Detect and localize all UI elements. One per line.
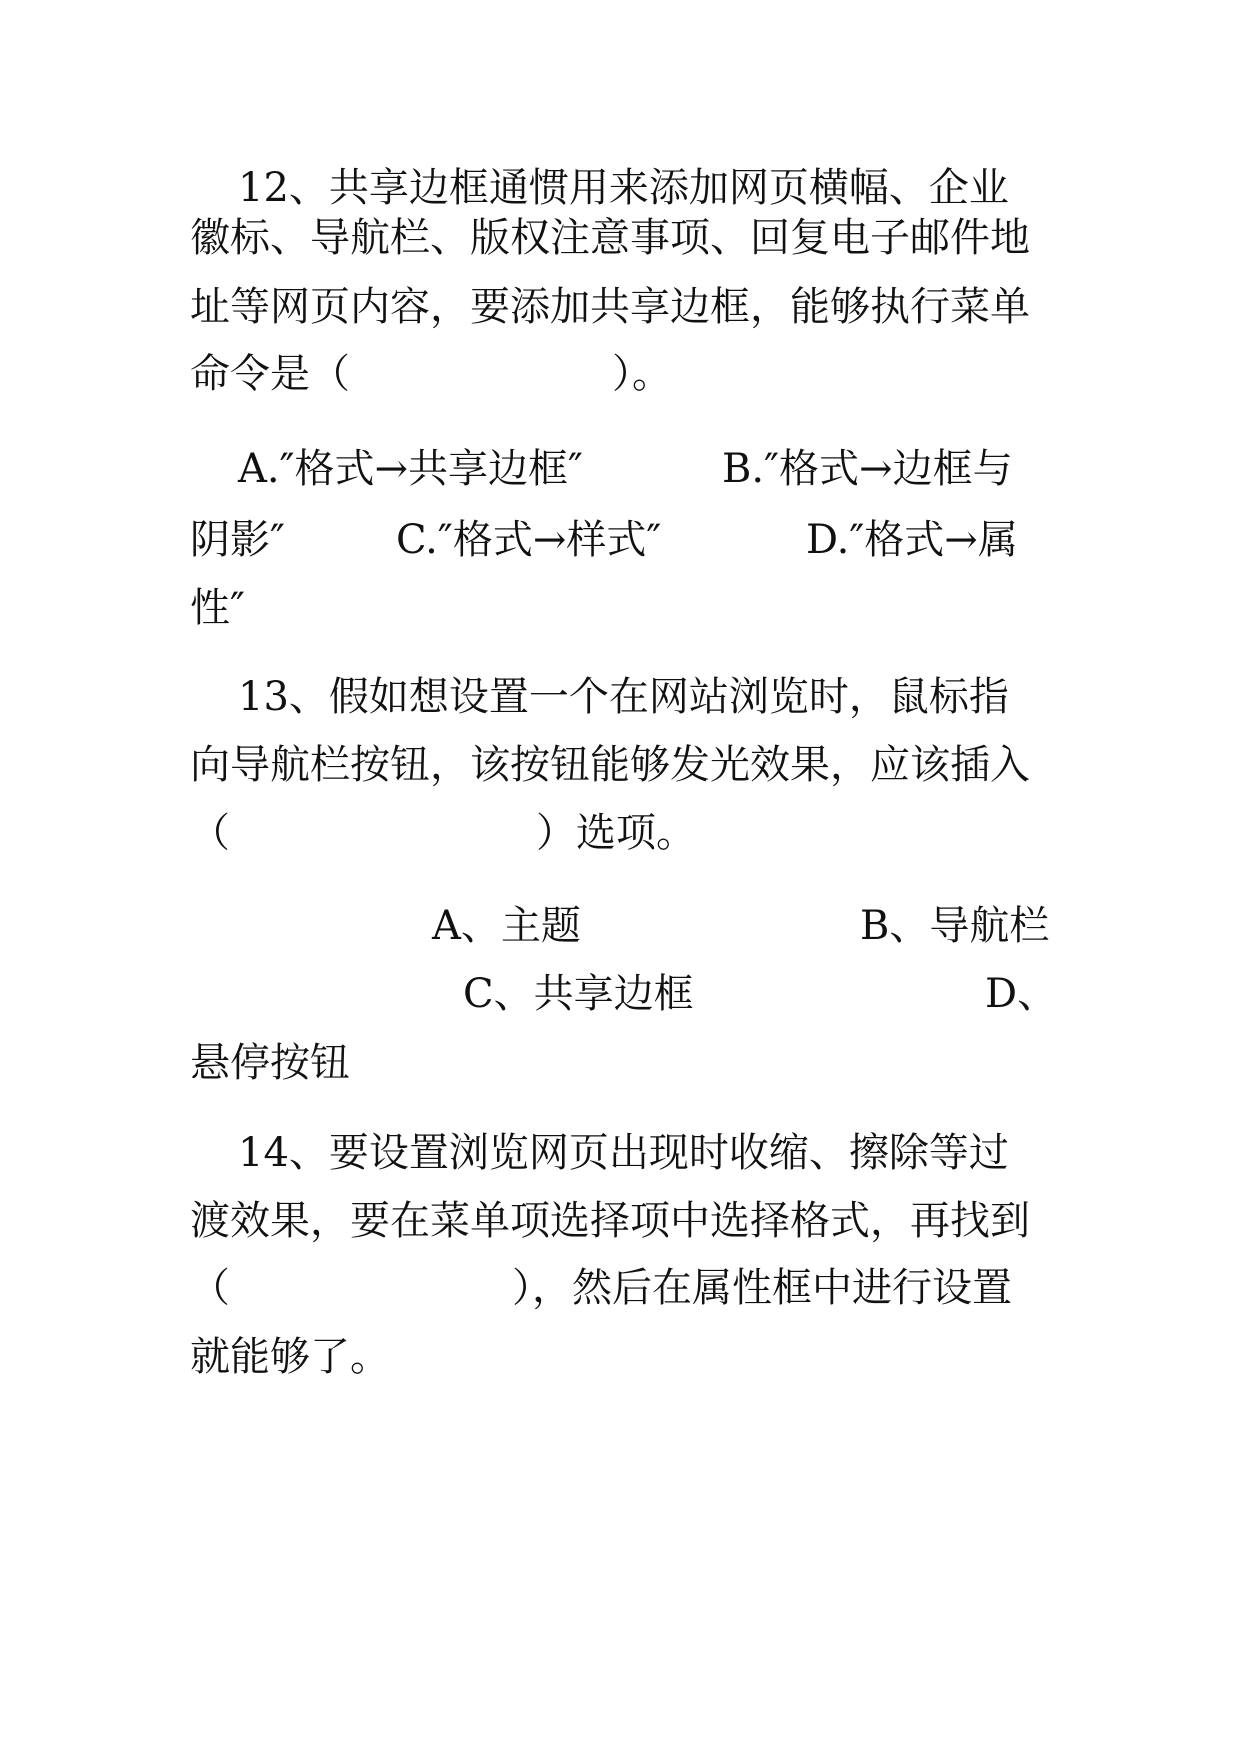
q13-line-1: 13、假如想设置一个在网站浏览时，鼠标指 <box>238 674 1009 720</box>
q12-line-1: 12、共享边框通惯用来添加网页横幅、企业 <box>238 165 1009 211</box>
q14-line-1: 14、要设置浏览网页出现时收缩、擦除等过 <box>238 1130 1009 1176</box>
q13-option-c: C、共享边框 <box>463 971 694 1017</box>
q13-line-3 <box>190 805 1050 861</box>
q14-stem-end: ），然后在属性框中进行设置 <box>512 1265 1012 1311</box>
q12-option-b-continued: 阴影″ <box>190 517 285 563</box>
q12-line-2: 徽标、导航栏、版权注意事项、回复电子邮件地 <box>190 215 1030 261</box>
q13-stem-end: ）选项。 <box>536 810 696 856</box>
q12-stem-start: 命令是（ <box>190 351 350 397</box>
q12-option-d: D.″格式→属 <box>806 517 1018 563</box>
q13-option-d-continued: 悬停按钮 <box>190 1040 350 1086</box>
q12-option-a: A.″格式→共享边框″ <box>238 446 583 492</box>
q12-option-d-continued: 性″ <box>190 585 245 631</box>
q14-line-2: 渡效果，要在菜单项选择项中选择格式，再找到 <box>190 1198 1030 1244</box>
q12-stem-end: ）。 <box>612 351 672 397</box>
q12-option-b: B.″格式→边框与 <box>722 446 1013 492</box>
q13-option-a: A、主题 <box>432 903 581 949</box>
q13-option-d: D、 <box>985 971 1058 1017</box>
q12-line-4 <box>190 346 1050 402</box>
q12-option-c: C.″格式→样式″ <box>396 517 662 563</box>
q14-line-4: 就能够了。 <box>190 1334 390 1380</box>
q12-line-3: 址等网页内容，要添加共享边框，能够执行菜单 <box>190 284 1030 330</box>
q13-stem-start: （ <box>190 810 230 856</box>
q14-line-3 <box>190 1260 1050 1316</box>
q13-line-2: 向导航栏按钮，该按钮能够发光效果，应该插入 <box>190 742 1030 788</box>
q13-option-b: B、导航栏 <box>860 903 1050 949</box>
q14-stem-start: （ <box>190 1265 230 1311</box>
